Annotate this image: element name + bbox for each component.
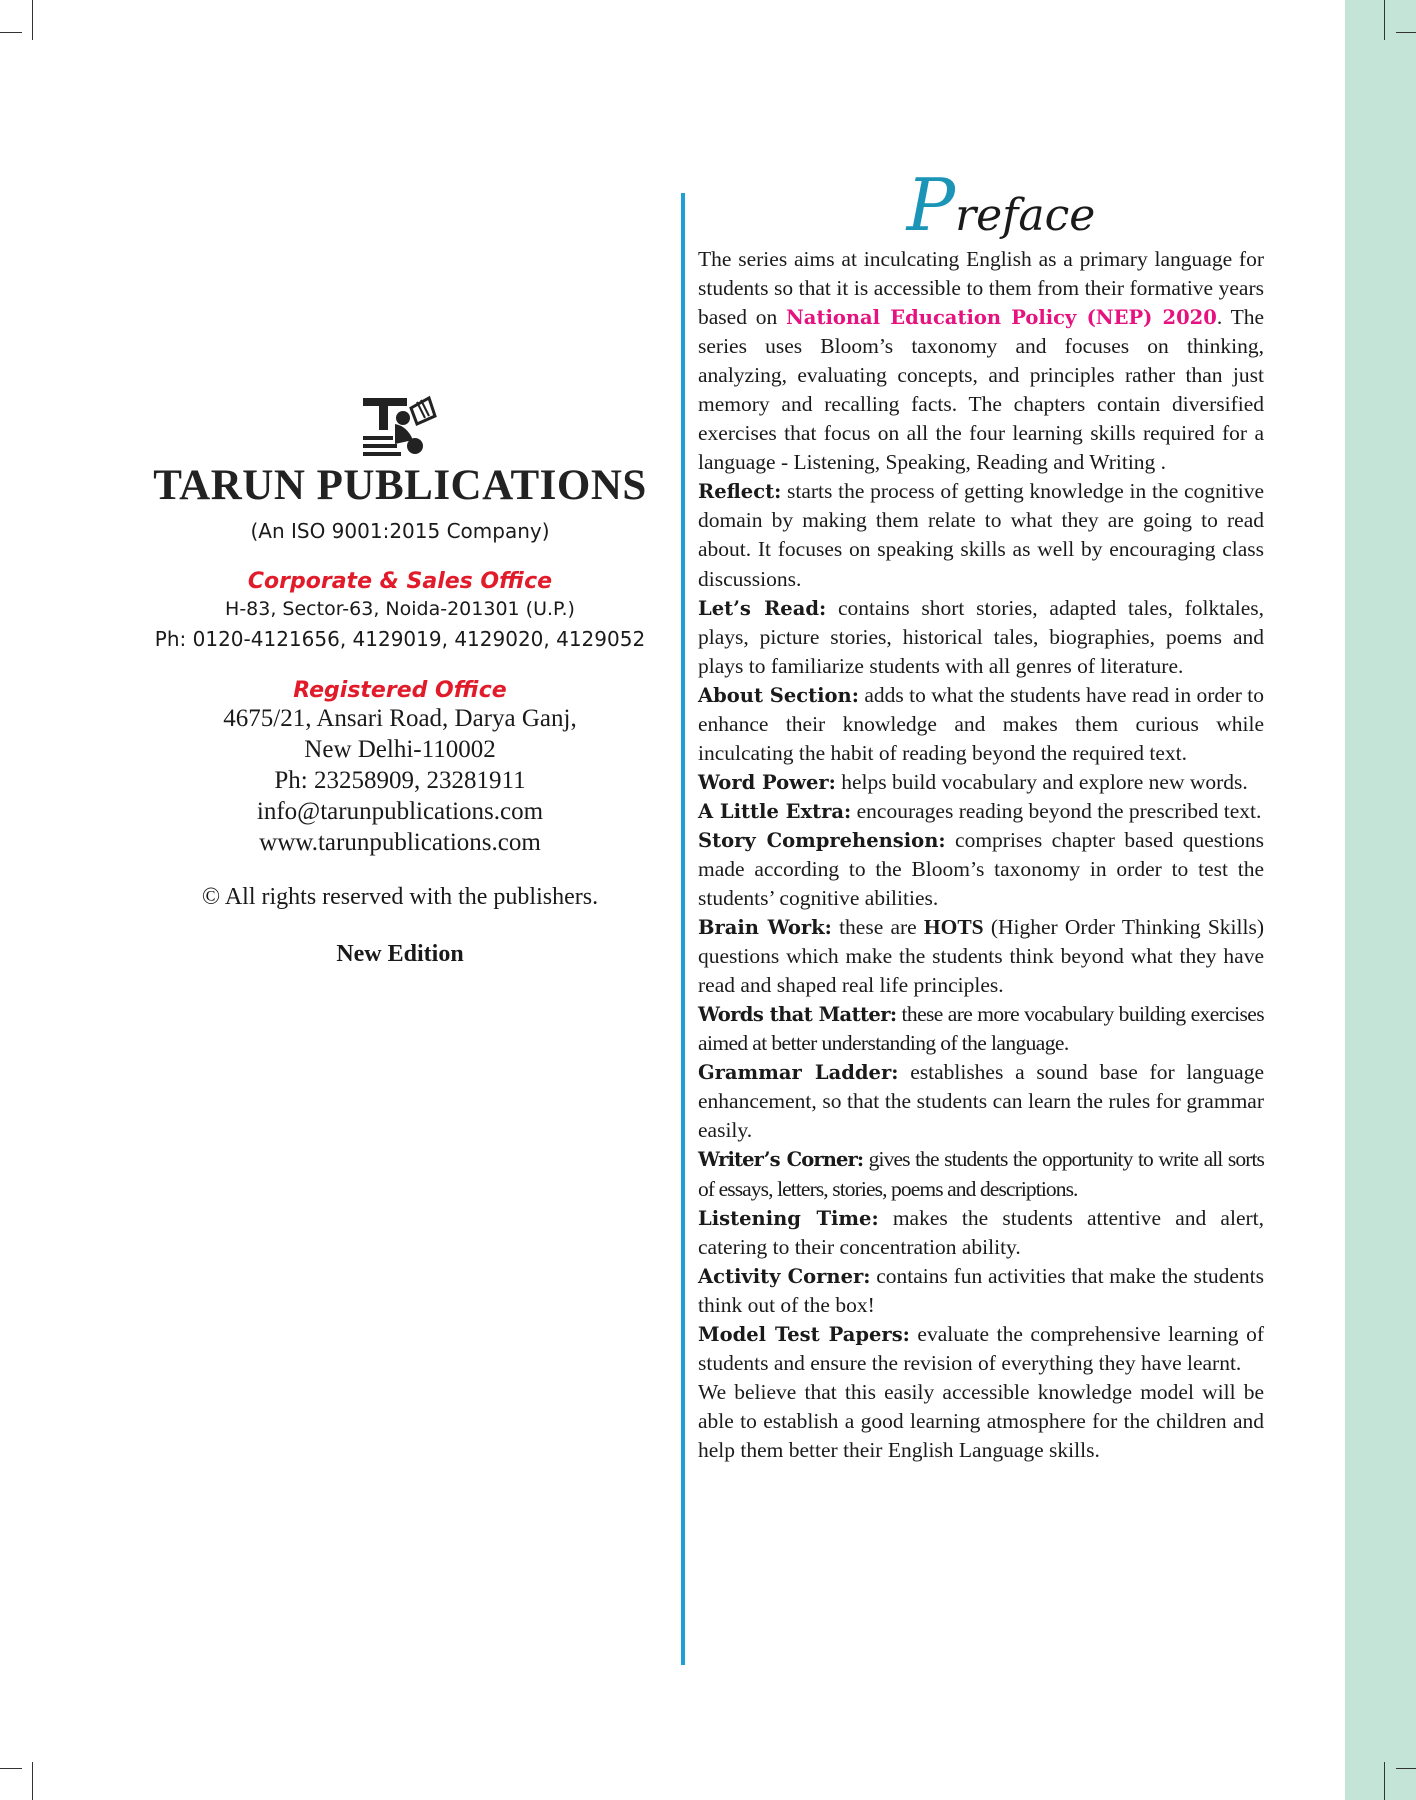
- section-term: About Section:: [698, 683, 859, 707]
- section-story-comprehension: [698, 826, 1264, 913]
- crop-mark: [1384, 1762, 1385, 1800]
- section-term: Grammar Ladder:: [698, 1061, 899, 1085]
- section-text: evaluate the comprehensive learning of students and ensure the revision of everything they have learnt.: [698, 1321, 1264, 1375]
- section-term: Listening Time:: [698, 1206, 879, 1230]
- section-lets-read: [698, 594, 1264, 681]
- section-words-that-matter: [698, 1000, 1264, 1058]
- column-divider: [681, 193, 685, 1665]
- publisher-logo-icon: [355, 390, 445, 458]
- registered-phone: Ph: 23258909, 23281911: [274, 767, 526, 795]
- preface-intro: [698, 245, 1264, 477]
- section-text: these are: [831, 915, 924, 940]
- publisher-website: www.tarunpublications.com: [259, 829, 541, 857]
- crop-mark: [32, 1762, 33, 1800]
- preface-title: [738, 165, 1264, 245]
- section-text: gives the students the opportunity to write all sorts of essays, letters, stories, poems and descriptions.: [698, 1147, 1264, 1201]
- publisher-email: info@tarunpublications.com: [256, 798, 544, 826]
- preface-section: [698, 165, 1264, 1465]
- preface-title-rest: reface: [955, 190, 1096, 241]
- section-text: helps build vocabulary and explore new words.: [835, 769, 1248, 794]
- section-word-power: [698, 768, 1264, 797]
- corporate-office-heading: Corporate & Sales Office: [247, 569, 553, 595]
- intro-text: The series aims at inculcating English as a primary language for students so that it is accessible to them from their formative years based on: [698, 247, 1264, 330]
- crop-mark: [0, 1768, 22, 1769]
- registered-address-line-2: New Delhi-110002: [304, 736, 496, 764]
- preface-closing: We believe that this easily accessible knowledge model will be able to establish a good learning atmosphere for the children and help them better their English Language skills.: [698, 1379, 1264, 1462]
- preface-title-initial: P: [906, 163, 956, 247]
- iso-certification: (An ISO 9001:2015 Company): [250, 519, 550, 544]
- section-activity-corner: [698, 1262, 1264, 1320]
- section-about: [698, 681, 1264, 768]
- section-text: encourages reading beyond the prescribed text.: [851, 798, 1262, 823]
- section-text: establishes a sound base for language enhancement, so that the students can learn the rules for grammar easily.: [698, 1060, 1264, 1143]
- crop-mark: [32, 0, 33, 40]
- section-text: contains fun activities that make the students think out of the box!: [698, 1263, 1265, 1317]
- intro-text: . The series uses Bloom’s taxonomy and focuses on thinking, analyzing, evaluating concepts, and principles rather than just memory and recalling facts. The chapters contain diversified exercises that focus on all the four learning skills required for a language - Listening, Speaking, Reading and Writing .: [698, 305, 1265, 475]
- section-text: adds to what the students have read in order to enhance their knowledge and makes them curious while inculcating the habit of reading beyond the required text.: [698, 682, 1264, 765]
- section-text: these are more vocabulary building exercises aimed at better understanding of the language.: [698, 1002, 1264, 1056]
- registered-office-heading: Registered Office: [293, 678, 507, 704]
- section-grammar-ladder: [698, 1058, 1264, 1145]
- section-reflect: [698, 477, 1264, 593]
- hots-label: HOTS: [923, 915, 984, 940]
- crop-mark: [0, 32, 22, 33]
- publisher-name: TARUN PUBLICATIONS: [153, 462, 647, 509]
- section-term: Story Comprehension:: [698, 828, 946, 852]
- section-brain-work: [698, 913, 1264, 1000]
- crop-mark: [1384, 0, 1385, 40]
- rights-notice: © All rights reserved with the publishers.: [201, 884, 599, 911]
- section-text: contains short stories, adapted tales, folktales, plays, picture stories, historical tales, biographies, poems and plays to familiarize students with all genres of literature.: [698, 595, 1264, 678]
- section-term: Word Power:: [698, 770, 836, 794]
- section-text: comprises chapter based questions made according to the Bloom’s taxonomy in order to test the students’ cognitive abilities.: [698, 827, 1264, 911]
- crop-mark: [1396, 1768, 1416, 1769]
- section-writers-corner: [698, 1145, 1264, 1203]
- corporate-phone: Ph: 0120-4121656, 4129019, 4129020, 4129052: [154, 627, 646, 652]
- section-little-extra: [698, 797, 1264, 826]
- preface-body: [698, 245, 1264, 1465]
- section-listening-time: [698, 1204, 1264, 1262]
- section-term: Words that Matter:: [698, 1003, 897, 1027]
- section-text: (Higher Order Thinking Skills) questions which make the students think beyond what they have read and shaped real life principles.: [698, 915, 1264, 998]
- corporate-address: H-83, Sector-63, Noida-201301 (U.P.): [225, 598, 575, 621]
- crop-mark: [1396, 32, 1416, 33]
- section-text: starts the process of getting knowledge in the cognitive domain by making them relate to what they are going to read about. It focuses on speaking skills as well by encouraging class discussions.: [698, 479, 1264, 591]
- section-term: A Little Extra:: [698, 799, 852, 823]
- side-color-strip: [1345, 0, 1416, 1800]
- edition-label: New Edition: [336, 941, 464, 968]
- nep-highlight: National Education Policy (NEP) 2020: [785, 306, 1217, 330]
- publisher-info: [130, 390, 670, 968]
- section-term: Let’s Read:: [698, 596, 827, 620]
- section-term: Model Test Papers:: [698, 1322, 910, 1346]
- section-text: makes the students attentive and alert, catering to their concentration ability.: [698, 1205, 1264, 1259]
- section-term: Activity Corner:: [698, 1264, 871, 1288]
- section-term: Brain Work:: [698, 916, 832, 940]
- section-model-test-papers: [698, 1320, 1264, 1378]
- section-term: Reflect:: [698, 480, 782, 504]
- section-term: Writer’s Corner:: [698, 1148, 864, 1172]
- registered-address-line-1: 4675/21, Ansari Road, Darya Ganj,: [223, 705, 577, 733]
